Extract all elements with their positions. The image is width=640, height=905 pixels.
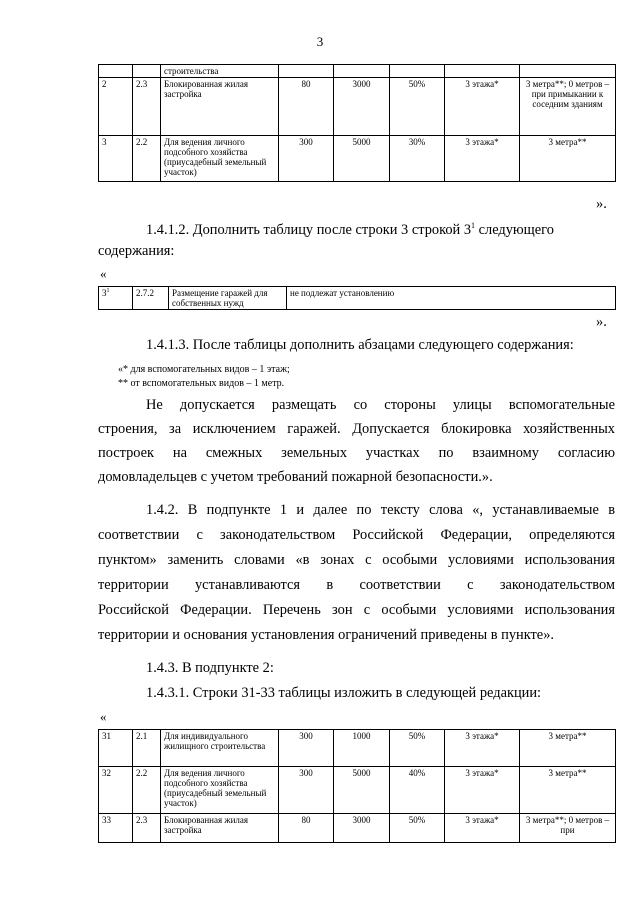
paragraph-a-line: Не допускается размещать со стороны улицы вспомогательные [146,397,615,413]
row-min-area: 80 [279,814,334,843]
paragraph-1412-text: 1.4.1.2. Дополнить таблицу после строки 3 строкой 3 [146,222,472,238]
table-row [99,78,616,136]
table-replacement [98,729,616,843]
table-top [98,64,616,182]
page-number: 3 [316,34,324,49]
row-max-area: 5000 [334,136,390,182]
row-max-area: 3000 [334,814,390,843]
row-percent: 40% [390,767,445,814]
table-row [99,287,616,310]
paragraph-1412-sup: 1 [471,221,476,231]
row-max-area: 3000 [334,78,390,136]
paragraph-b-line: соответствии с законодательством Российской Федерации, определяются [98,527,615,543]
paragraph-a-line: построек на смежных земельных участках по взаимному согласию [98,445,615,461]
row-code: 2.3 [133,814,161,843]
row-name: Для ведения личного подсобного хозяйства (приусадебный земельный участок) [161,136,279,182]
row-name: Блокированная жилая застройка [161,814,279,843]
paragraph-b-line: Российской Федерации. Перечень зон с особыми условиями использования [98,602,615,618]
row-floors [445,65,520,78]
paragraph-1412-tail: следующего [475,222,554,238]
row-number: 31 [99,730,133,767]
row-min-area: 300 [279,136,334,182]
row-percent: 50% [390,814,445,843]
paragraph-1412 [146,222,554,239]
row-name: Для ведения личного подсобного хозяйства (приусадебный земельный участок) [161,767,279,814]
table-row [99,136,616,182]
row-max-area: 1000 [334,730,390,767]
row-number: 32 [99,767,133,814]
row-name: Размещение гаражей для собственных нужд [169,287,287,310]
paragraph-1431: 1.4.3.1. Строки 31-33 таблицы изложить в следующей редакции: [146,685,542,701]
row-name: Блокированная жилая застройка [161,78,279,136]
row-setback: 3 метра** [520,767,616,814]
row-number: 2 [99,78,133,136]
quote-open: « [100,709,107,724]
row-setback: 3 метра** [520,136,616,182]
paragraph-b-line: территории устанавливаются в соответствии с законодательством [98,577,615,593]
table-row [99,730,616,767]
row-setback [520,65,616,78]
paragraph-1413: 1.4.1.3. После таблицы дополнить абзацами следующего содержания: [146,337,574,353]
row-number [99,65,133,78]
row-number-sup: 1 [106,288,110,294]
table-row [99,814,616,843]
quote-open: « [100,266,107,281]
row-min-area: 300 [279,767,334,814]
row-floors: 3 этажа* [445,814,520,843]
paragraph-143: 1.4.3. В подпункте 2: [146,660,274,676]
quote-close: ». [596,196,607,212]
paragraph-a-last: домовладельцев с учетом требований пожарной безопасности.». [98,469,493,485]
row-code [133,65,161,78]
paragraph-b-line: пунктом» заменить словами «в зонах с особыми условиями использования [98,552,615,568]
table-row [99,767,616,814]
row-floors: 3 этажа* [445,767,520,814]
row-setback: 3 метра** [520,730,616,767]
row-setback: 3 метра**; 0 метров – при [520,814,616,843]
row-name: Для индивидуального жилищного строительства [161,730,279,767]
row-code: 2.1 [133,730,161,767]
row-number: 3 [99,136,133,182]
row-number: $3^1$ [99,287,133,310]
footnote-2: ** от вспомогательных видов – 1 метр. [118,378,285,389]
row-code: 2.7.2 [133,287,169,310]
row-code: 2.3 [133,78,161,136]
row-value: не подлежат установлению [287,287,616,310]
paragraph-b-line: 1.4.2. В подпункте 1 и далее по тексту слова «, устанавливаемые в [146,502,615,518]
row-floors: 3 этажа* [445,730,520,767]
footnote-1: «* для вспомогательных видов – 1 этаж; [118,364,290,375]
row-percent: 50% [390,78,445,136]
paragraph-b-last: территории и основания установления ограничений приведены в пункте». [98,627,554,643]
row-min-area [279,65,334,78]
paragraph-1412-line2: содержания: [98,243,175,259]
row-percent: 30% [390,136,445,182]
row-floors: 3 этажа* [445,78,520,136]
row-min-area: 80 [279,78,334,136]
row-setback: 3 метра**; 0 метров – при примыкании к соседним зданиям [520,78,616,136]
quote-close: ». [596,314,607,330]
paragraph-a-line: строения, за исключением гаражей. Допускается блокировка хозяйственных [98,421,615,437]
row-min-area: 300 [279,730,334,767]
row-percent: 50% [390,730,445,767]
row-percent [390,65,445,78]
row-number: 33 [99,814,133,843]
row-floors: 3 этажа* [445,136,520,182]
row-name: строительства [161,65,279,78]
row-code: 2.2 [133,767,161,814]
row-max-area [334,65,390,78]
row-code: 2.2 [133,136,161,182]
table-row [99,65,616,78]
row-max-area: 5000 [334,767,390,814]
table-insert [98,286,616,310]
